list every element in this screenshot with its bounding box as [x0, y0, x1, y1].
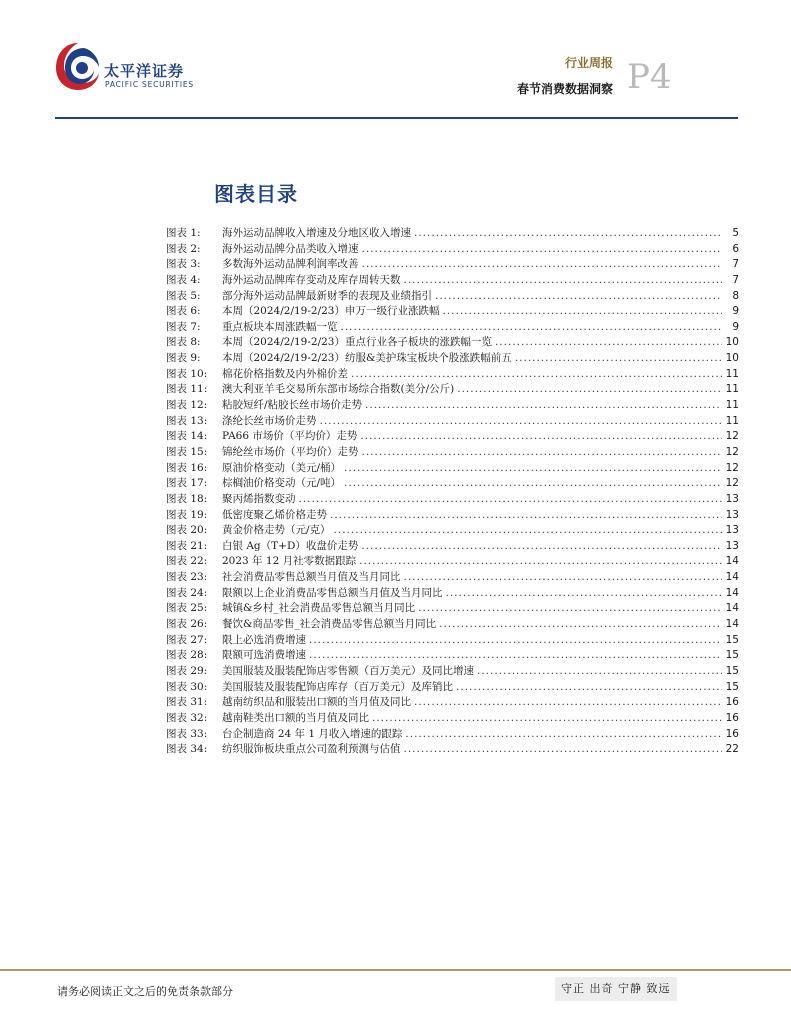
toc-entry[interactable]: [166, 680, 739, 696]
toc-entry-title: 棉花价格指数及内外棉价差: [222, 367, 348, 380]
toc-entry-page: 6: [732, 242, 739, 255]
toc-entry-page: 22: [725, 743, 739, 756]
toc-entry-title: PA66 市场价（平均价）走势: [222, 430, 358, 443]
toc-leader-dots: [446, 586, 723, 602]
toc-entry-title: 纺织服饰板块重点公司盈利预测与估值: [222, 743, 401, 756]
toc-entry-page: 7: [732, 273, 739, 286]
toc-leader-dots: [299, 492, 723, 508]
toc-entry[interactable]: [166, 695, 739, 711]
toc-entry[interactable]: [166, 257, 739, 273]
toc-entry-page: 16: [725, 696, 739, 709]
toc-entry[interactable]: [166, 539, 739, 555]
toc-leader-dots: [344, 476, 722, 492]
toc-entry[interactable]: [166, 445, 739, 461]
toc-entry-page: 9: [732, 305, 739, 318]
toc-entry[interactable]: [166, 664, 739, 680]
toc-entry[interactable]: [166, 351, 739, 367]
toc-leader-dots: [372, 711, 722, 727]
toc-entry[interactable]: [166, 242, 739, 258]
toc-entry-page: 7: [732, 258, 739, 271]
toc-leader-dots: [362, 242, 723, 258]
toc-entry-number: 图表 12:: [166, 399, 208, 412]
toc-entry-page: 13: [725, 508, 739, 521]
toc-leader-dots: [404, 570, 723, 586]
toc-entry-number: 图表 33:: [166, 727, 208, 740]
toc-leader-dots: [360, 429, 722, 445]
page-marker: P4: [627, 57, 672, 97]
toc-entry-page: 13: [725, 539, 739, 552]
table-of-figures: [166, 226, 739, 758]
toc-entry-title: 台企制造商 24 年 1 月收入增速的跟踪: [222, 727, 403, 740]
toc-leader-dots: [362, 445, 723, 461]
toc-entry-page: 15: [725, 633, 739, 646]
toc-heading: 图表目录: [214, 182, 298, 206]
toc-entry-title: 本周（2024/2/19-2/23）纺服&美护珠宝板块个股涨跌幅前五: [222, 352, 512, 365]
toc-entry[interactable]: [166, 226, 739, 242]
toc-entry-title: 美国服装及服装配饰店库存（百万美元）及库销比: [222, 680, 453, 693]
toc-entry[interactable]: [166, 335, 739, 351]
toc-entry-page: 8: [732, 289, 739, 302]
toc-entry-page: 11: [725, 399, 739, 412]
toc-entry-title: 聚丙烯指数变动: [222, 492, 296, 505]
toc-entry-number: 图表 22:: [166, 555, 208, 568]
toc-entry-number: 图表 30:: [166, 680, 208, 693]
toc-entry[interactable]: [166, 273, 739, 289]
toc-entry-title: 限上必选消费增速: [222, 633, 306, 646]
toc-entry[interactable]: [166, 320, 739, 336]
toc-entry-title: 白银 Ag（T+D）收盘价走势: [222, 539, 359, 552]
toc-entry-page: 11: [725, 414, 739, 427]
toc-entry-number: 图表 4:: [166, 273, 201, 286]
toc-entry-page: 13: [725, 524, 739, 537]
toc-entry[interactable]: [166, 492, 739, 508]
toc-entry-title: 原油价格变动（美元/桶）: [222, 461, 342, 474]
toc-entry-page: 13: [725, 492, 739, 505]
toc-entry[interactable]: [166, 648, 739, 664]
toc-entry-title: 多数海外运动品牌利润率改善: [222, 258, 359, 271]
toc-entry-page: 12: [725, 477, 739, 490]
toc-entry-number: 图表 8:: [166, 336, 201, 349]
toc-leader-dots: [404, 273, 723, 289]
toc-entry-page: 11: [725, 383, 739, 396]
footer-divider: [0, 969, 791, 971]
toc-entry[interactable]: [166, 429, 739, 445]
toc-leader-dots: [320, 414, 723, 430]
footer-disclaimer: 请务必阅读正文之后的免责条款部分: [57, 985, 233, 998]
toc-entry-number: 图表 15:: [166, 445, 208, 458]
toc-entry-number: 图表 25:: [166, 602, 208, 615]
toc-leader-dots: [515, 351, 722, 367]
toc-leader-dots: [361, 539, 722, 555]
toc-leader-dots: [309, 633, 722, 649]
logo-text-en: PACIFIC SECURITIES: [105, 80, 194, 89]
toc-leader-dots: [456, 680, 722, 696]
toc-entry-number: 图表 1:: [166, 227, 201, 239]
toc-entry-title: 部分海外运动品牌最新财季的表现及业绩指引: [222, 289, 432, 302]
toc-leader-dots: [477, 664, 722, 680]
toc-entry-number: 图表 32:: [166, 711, 208, 724]
toc-entry-title: 限额以上企业消费品零售总额当月值及当月同比: [222, 586, 443, 599]
toc-entry[interactable]: [166, 523, 739, 539]
toc-entry-title: 本周（2024/2/19-2/23）申万一级行业涨跌幅: [222, 305, 440, 318]
toc-entry-number: 图表 20:: [166, 524, 208, 537]
toc-entry-number: 图表 28:: [166, 649, 208, 662]
toc-entry-page: 11: [725, 367, 739, 380]
toc-entry-page: 15: [725, 664, 739, 677]
toc-entry[interactable]: [166, 742, 739, 758]
toc-entry-title: 低密度聚乙烯价格走势: [222, 508, 327, 521]
toc-leader-dots: [351, 367, 722, 383]
toc-entry[interactable]: [166, 289, 739, 305]
toc-leader-dots: [457, 382, 722, 398]
toc-entry-title: 本周（2024/2/19-2/23）重点行业各子板块的涨跌幅一览: [222, 336, 492, 349]
toc-entry-page: 14: [725, 571, 739, 584]
toc-entry-page: 12: [725, 445, 739, 458]
toc-entry-title: 锦纶丝市场价（平均价）走势: [222, 445, 359, 458]
toc-leader-dots: [418, 601, 722, 617]
toc-entry-page: 15: [725, 680, 739, 693]
report-type: 行业周报: [564, 56, 613, 70]
toc-entry[interactable]: [166, 414, 739, 430]
toc-entry-number: 图表 26:: [166, 618, 208, 631]
toc-leader-dots: [414, 226, 722, 242]
toc-entry[interactable]: [166, 570, 739, 586]
toc-entry[interactable]: [166, 304, 739, 320]
toc-entry[interactable]: [166, 554, 739, 570]
toc-entry-number: 图表 13:: [166, 414, 208, 427]
toc-entry-page: 12: [725, 461, 739, 474]
toc-entry-page: 16: [725, 711, 739, 724]
toc-entry-title: 越南鞋类出口额的当月值及同比: [222, 711, 369, 724]
toc-entry-number: 图表 29:: [166, 664, 208, 677]
toc-leader-dots: [309, 648, 722, 664]
toc-entry-page: 10: [725, 336, 739, 349]
toc-leader-dots: [404, 742, 723, 758]
toc-entry-number: 图表 31:: [166, 696, 208, 709]
toc-entry-number: 图表 3:: [166, 258, 201, 271]
toc-entry-title: 棕榈油价格变动（元/吨）: [222, 477, 342, 490]
toc-entry-page: 9: [732, 320, 739, 333]
toc-leader-dots: [334, 523, 722, 539]
toc-entry-title: 社会消费品零售总额当月值及当月同比: [222, 571, 401, 584]
toc-entry-number: 图表 18:: [166, 492, 208, 505]
toc-entry-title: 城镇&乡村_社会消费品零售总额当月同比: [222, 602, 416, 615]
toc-entry-number: 图表 16:: [166, 461, 208, 474]
toc-entry-title: 粘胶短纤/粘胶长丝市场价走势: [222, 399, 363, 412]
toc-entry-number: 图表 5:: [166, 289, 201, 302]
toc-entry-number: 图表 11:: [166, 383, 208, 396]
toc-entry-title: 涤纶长丝市场价走势: [222, 414, 317, 427]
header-divider: [55, 117, 738, 119]
toc-entry-title: 2023 年 12 月社零数据跟踪: [222, 555, 357, 568]
toc-entry[interactable]: [166, 727, 739, 743]
toc-leader-dots: [359, 554, 722, 570]
logo-mark-icon: [54, 40, 102, 92]
toc-entry[interactable]: [166, 382, 739, 398]
toc-entry-title: 重点板块本周涨跌幅一览: [222, 320, 338, 333]
toc-leader-dots: [330, 508, 722, 524]
toc-entry-number: 图表 6:: [166, 305, 201, 318]
toc-entry-number: 图表 24:: [166, 586, 208, 599]
toc-entry-title: 越南纺织品和服装出口额的当月值及同比: [222, 696, 411, 709]
toc-leader-dots: [442, 304, 722, 320]
toc-entry-title: 黄金价格走势（元/克）: [222, 524, 331, 537]
toc-entry-number: 图表 17:: [166, 477, 208, 490]
toc-entry[interactable]: [166, 601, 739, 617]
toc-entry-title: 海外运动品牌分品类收入增速: [222, 242, 359, 255]
toc-leader-dots: [362, 257, 723, 273]
report-title: 春节消费数据洞察: [516, 82, 613, 96]
toc-entry-number: 图表 27:: [166, 633, 208, 646]
toc-entry-number: 图表 34:: [166, 743, 208, 756]
toc-entry[interactable]: [166, 508, 739, 524]
toc-entry[interactable]: [166, 586, 739, 602]
toc-entry-number: 图表 9:: [166, 352, 201, 365]
toc-entry-page: 14: [725, 586, 739, 599]
toc-entry[interactable]: [166, 367, 739, 383]
toc-leader-dots: [405, 727, 722, 743]
toc-entry-title: 餐饮&商品零售_社会消费品零售总额当月同比: [222, 618, 437, 631]
toc-entry-number: 图表 7:: [166, 320, 201, 333]
toc-entry-page: 14: [725, 618, 739, 631]
toc-entry-number: 图表 14:: [166, 430, 208, 443]
toc-entry-title: 美国服装及服装配饰店零售额（百万美元）及同比增速: [222, 664, 474, 677]
toc-entry-page: 5: [732, 227, 739, 239]
toc-leader-dots: [365, 398, 722, 414]
toc-entry-page: 10: [725, 352, 739, 365]
toc-entry-number: 图表 19:: [166, 508, 208, 521]
toc-entry-number: 图表 10:: [166, 367, 208, 380]
toc-leader-dots: [495, 335, 722, 351]
toc-entry-number: 图表 2:: [166, 242, 201, 255]
company-logo: [54, 40, 214, 94]
toc-entry-title: 海外运动品牌收入增速及分地区收入增速: [222, 227, 411, 239]
footer-motto: 守正 出奇 宁静 致远: [555, 977, 677, 1001]
toc-leader-dots: [414, 695, 722, 711]
toc-entry-page: 14: [725, 602, 739, 615]
toc-entry-number: 图表 21:: [166, 539, 208, 552]
toc-entry-page: 16: [725, 727, 739, 740]
toc-entry[interactable]: [166, 461, 739, 477]
toc-entry-title: 限额可选消费增速: [222, 649, 306, 662]
toc-leader-dots: [341, 320, 723, 336]
toc-leader-dots: [344, 461, 722, 477]
logo-text-cn: 太平洋证券: [104, 62, 185, 80]
toc-entry-page: 12: [725, 430, 739, 443]
toc-entry-title: 海外运动品牌库存变动及库存周转天数: [222, 273, 401, 286]
toc-leader-dots: [435, 289, 722, 305]
toc-entry[interactable]: [166, 711, 739, 727]
toc-entry[interactable]: [166, 398, 739, 414]
toc-entry-page: 14: [725, 555, 739, 568]
toc-entry-title: 澳大利亚羊毛交易所东部市场综合指数(美分/公斤): [222, 383, 455, 396]
toc-entry-number: 图表 23:: [166, 571, 208, 584]
toc-leader-dots: [439, 617, 722, 633]
toc-entry[interactable]: [166, 633, 739, 649]
toc-entry[interactable]: [166, 476, 739, 492]
toc-entry-page: 15: [725, 649, 739, 662]
toc-entry[interactable]: [166, 617, 739, 633]
